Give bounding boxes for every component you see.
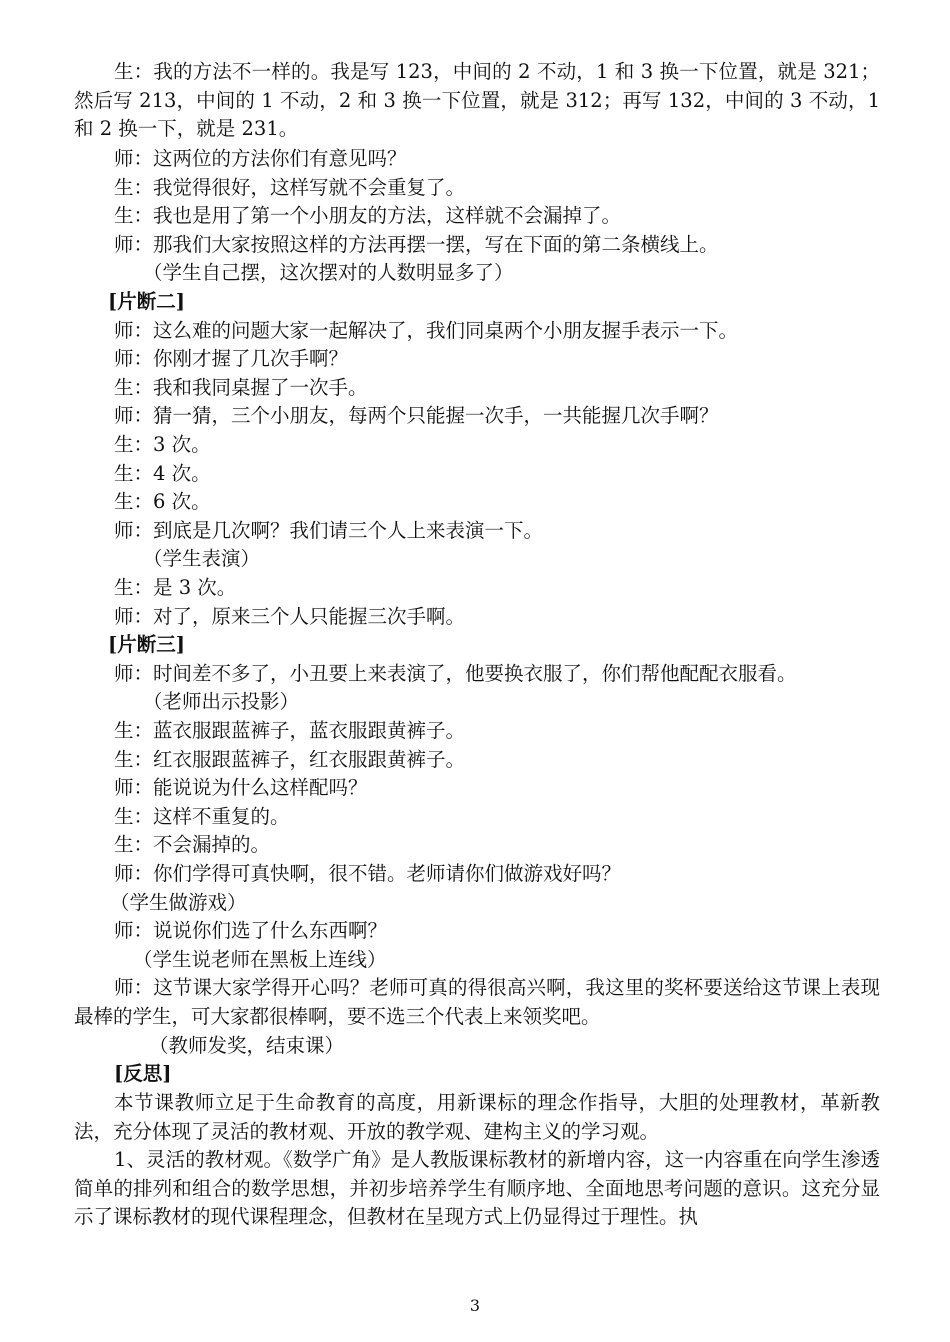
- dialogue-line: 师：你刚才握了几次手啊？: [114, 347, 349, 370]
- stage-direction: （学生表演）: [143, 547, 261, 570]
- stage-direction: （学生做游戏）: [110, 891, 247, 914]
- dialogue-line: 师：能说说为什么这样配吗？: [114, 776, 368, 799]
- dialogue-line: 生：我也是用了第一个小朋友的方法，这样就不会漏掉了。: [114, 204, 622, 227]
- dialogue-line: 生：我和我同桌握了一次手。: [114, 376, 368, 399]
- dialogue-line: 师：那我们大家按照这样的方法再摆一摆，写在下面的第二条横线上。: [114, 233, 719, 256]
- page-number: 3: [469, 1296, 481, 1315]
- dialogue-line: 师：猜一猜，三个小朋友，每两个只能握一次手，一共能握几次手啊？: [114, 404, 719, 427]
- stage-direction: （学生说老师在黑板上连线）: [133, 948, 387, 971]
- dialogue-line: 师：说说你们选了什么东西啊？: [114, 919, 388, 942]
- reflection-heading: [反思]: [114, 1062, 172, 1085]
- reflection-paragraph-2: 1、灵活的教材观。《数学广角》是人教版课标教材的新增内容，这一内容重在向学生渗透简单的排列和组合的数学思想，并初步培养学生有顺序地、全面地思考问题的意识。这充分显示了课标教材的现代课程理念，但教材在呈现方式上仍显得过于理性。执: [74, 1148, 880, 1229]
- opening-paragraph: 生：我的方法不一样的。我是写 123，中间的 2 不动，1 和 3 换一下位置，就是 321；然后写 213，中间的 1 不动，2 和 3 换一下位置，就是 312；再写 132，中间的 3 不动，1 和 2 换一下，就是 231。: [74, 60, 880, 141]
- dialogue-line: 师：这么难的问题大家一起解决了，我们同桌两个小朋友握手表示一下。: [114, 319, 739, 342]
- dialogue-line: 师：到底是几次啊？我们请三个人上来表演一下。: [114, 519, 544, 542]
- stage-direction: （学生自己摆，这次摆对的人数明显多了）: [143, 261, 514, 284]
- closing-paragraph: 师：这节课大家学得开心吗？老师可真的得很高兴啊，我这里的奖杯要送给这节课上表现最棒的学生，可大家都很棒啊，要不选三个代表上来领奖吧。: [74, 976, 880, 1028]
- dialogue-line: 师：这两位的方法你们有意见吗？: [114, 147, 407, 170]
- dialogue-line: 生：3 次。: [114, 433, 211, 456]
- reflection-paragraph-1: 本节课教师立足于生命教育的高度，用新课标的理念作指导，大胆的处理教材，革新教法，充分体现了灵活的教材观、开放的教学观、建构主义的学习观。: [74, 1091, 880, 1143]
- dialogue-line: 师：你们学得可真快啊，很不错。老师请你们做游戏好吗？: [114, 862, 622, 885]
- section-heading-2: [片断二]: [108, 290, 185, 313]
- stage-direction: （教师发奖，结束课）: [149, 1034, 345, 1057]
- dialogue-line: 师：时间差不多了，小丑要上来表演了，他要换衣服了，你们帮他配配衣服看。: [114, 662, 797, 685]
- section-heading-3: [片断三]: [108, 633, 185, 656]
- stage-direction: （老师出示投影）: [143, 690, 300, 713]
- dialogue-line: 生：我觉得很好，这样写就不会重复了。: [114, 176, 466, 199]
- dialogue-line: 生：这样不重复的。: [114, 805, 290, 828]
- dialogue-line: 生：是 3 次。: [114, 576, 237, 599]
- dialogue-line: 生：4 次。: [114, 462, 211, 485]
- dialogue-line: 生：蓝衣服跟蓝裤子，蓝衣服跟黄裤子。: [114, 719, 466, 742]
- dialogue-line: 生：6 次。: [114, 490, 211, 513]
- dialogue-line: 生：红衣服跟蓝裤子，红衣服跟黄裤子。: [114, 748, 466, 771]
- dialogue-line: 师：对了，原来三个人只能握三次手啊。: [114, 605, 466, 628]
- dialogue-line: 生：不会漏掉的。: [114, 833, 271, 856]
